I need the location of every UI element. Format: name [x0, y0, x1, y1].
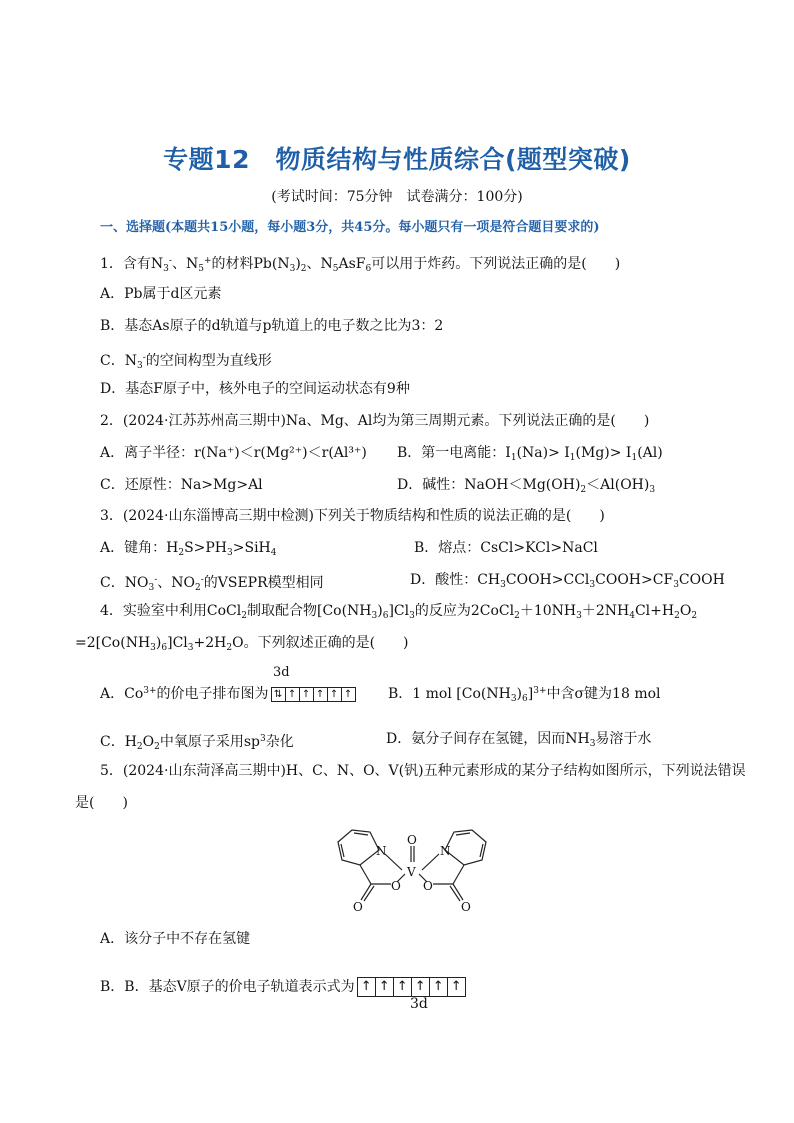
q4-stem-line1: 4．实验室中利用CoCl$_2$制取配合物$[Co(NH_3)_6]Cl_3$的反应为$2CoCl_2+10NH_3+2NH_4Cl+H_2O_2$ — [100, 603, 698, 621]
section-heading: 一、选择题(本题共15小题，每小题3分，共45分。每小题只有一项是符合题目要求的) — [100, 220, 600, 235]
q1-option-b: B．基态As原子的d轨道与p轨道上的电子数之比为3：2 — [100, 318, 444, 334]
q3-stem: 3．(2024·山东淄博高三期中检测)下列关于物质结构和性质的说法正确的是( ) — [100, 508, 605, 524]
q5-orbital-label: 3d — [410, 996, 428, 1012]
atom-o-left: O — [391, 879, 401, 893]
atom-o-top: O — [407, 833, 417, 847]
q4-orbital-diagram: ⇅ ↑ ↑ ↑ ↑ ↑ — [271, 687, 356, 702]
q2-option-b: B．第一电离能：$I_1(Na)> I_1(Mg)> I_1(Al)$ — [397, 445, 663, 463]
q3-option-d: D．酸性：$CH_3COOH>CCl_3COOH>CF_3COOH$ — [410, 572, 725, 590]
q5-option-b: B．B．基态V原子的价电子轨道表示式为 ↑ ↑ ↑ ↑ ↑ ↑ — [100, 977, 466, 997]
exam-info: (考试时间：75分钟 试卷满分：100分) — [271, 189, 523, 205]
q2-option-c: C．还原性：Na>Mg>Al — [100, 477, 263, 493]
q1-stem: 1．含有$N_3^-$、$N_5^+$的材料$Pb(N_3)_2$、$N_5AsF_6$可以用于炸药。下列说法正确的是( ) — [100, 256, 621, 274]
atom-o-right: O — [423, 879, 433, 893]
atom-n-left: N — [376, 844, 387, 858]
q1-option-d: D．基态F原子中，核外电子的空间运动状态有9种 — [100, 381, 410, 397]
q5-option-a: A．该分子中不存在氢键 — [100, 931, 251, 947]
q2-option-d: D．碱性：$NaOH<Mg(OH)_2<Al(OH)_3$ — [397, 477, 656, 495]
q4-option-a: A．$Co^{3+}$的价电子排布图为 ⇅ ↑ ↑ ↑ ↑ ↑ — [100, 682, 356, 703]
q5-stem-line2: 是( ) — [75, 795, 128, 811]
atom-v: V — [407, 865, 416, 879]
q4-option-c: C．$H_2O_2$中氧原子采用$sp^3$杂化 — [100, 734, 294, 752]
atom-o-carbonyl-left: O — [353, 900, 363, 914]
q4-option-d: D．氨分子间存在氢键，因而$NH_3$易溶于水 — [386, 731, 652, 749]
atom-n-right: N — [440, 844, 451, 858]
page-title: 专题12 物质结构与性质综合(题型突破) — [163, 145, 631, 174]
atom-o-carbonyl-right: O — [461, 900, 471, 914]
q1-option-c: C．$N_3^-$的空间构型为直线形 — [100, 353, 272, 371]
q4-orbital-label: 3d — [273, 665, 290, 680]
q5-stem-line1: 5．(2024·山东菏泽高三期中)H、C、N、O、V(钒)五种元素形成的某分子结构如图所示，下列说法错误 — [100, 763, 746, 779]
q1-option-a: A．Pb属于d区元素 — [100, 286, 222, 302]
q3-option-c: C．$NO_3^-$、$NO_2^-$的VSEPR模型相同 — [100, 575, 324, 593]
molecule-structure-diagram — [327, 820, 497, 915]
q3-option-b: B．熔点：CsCl>KCl>NaCl — [414, 540, 598, 556]
q3-option-a: A．键角：$H_2S>PH_3>SiH_4$ — [100, 540, 277, 558]
q4-stem-line2: $=2[Co(NH_3)_6]Cl_3+2H_2O$。下列叙述正确的是( ) — [75, 635, 409, 653]
q2-stem: 2．(2024·江苏苏州高三期中)Na、Mg、Al均为第三周期元素。下列说法正确的是( ) — [100, 413, 650, 429]
q4-option-b: B．1 mol $[Co(NH_3)_6]^{3+}$中含σ键为18 mol — [388, 686, 661, 704]
q5-orbital-diagram: ↑ ↑ ↑ ↑ ↑ ↑ — [357, 977, 466, 997]
q2-option-a: A．离子半径：r(Na⁺)＜r(Mg²⁺)＜r(Al³⁺) — [100, 445, 367, 461]
